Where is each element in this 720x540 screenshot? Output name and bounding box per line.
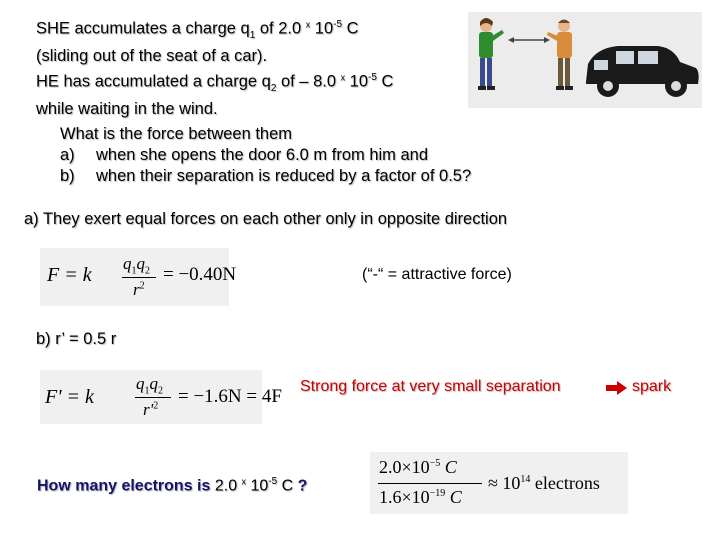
- electrons-question: How many electrons is 2.0 $^x$ $10^{-5}$ C ?: [37, 476, 308, 495]
- intro-line-2: (sliding out of the seat of a car).: [36, 46, 268, 65]
- answer-b: b) r’ = 0.5 r: [36, 330, 117, 348]
- question-line: What is the force between them: [60, 125, 293, 143]
- equation-force-prime: F' = k $q_1q_2$ $r'^2$ = −1.6N = 4F: [40, 370, 262, 424]
- question-a: a) when she opens the door 6.0 m from him and: [60, 146, 429, 164]
- intro-line-4: while waiting in the wind.: [36, 99, 218, 118]
- equation-electrons: $2.0\times 10^{-5}$ C $1.6\times 10^{-19}$ C ≈ $10^{14}$ electrons: [370, 452, 628, 514]
- right-arrow-icon: [606, 380, 628, 396]
- intro-text: [36, 14, 456, 120]
- question-block: [60, 124, 540, 187]
- intro-line-3: HE has accumulated a charge $q_2$ of – 8.0 $^x$ $10^{-5}$ C: [36, 71, 394, 94]
- equation-force: F = k $q_1q_2$ $r^2$ = −0.40N: [40, 248, 229, 306]
- attractive-note: (“-“ = attractive force): [362, 266, 512, 283]
- answer-a: a) They exert equal forces on each other only in opposite direction: [24, 210, 508, 228]
- question-b: b) when their separation is reduced by a factor of 0.5?: [60, 167, 472, 185]
- intro-line-1: SHE accumulates a charge $q_1$ of 2.0 $^x$ $10^{-5}$ C: [36, 19, 359, 41]
- people-car-illustration: [468, 12, 702, 108]
- strong-force-note: Strong force at very small separation: [300, 378, 561, 395]
- spark-label: spark: [632, 378, 672, 395]
